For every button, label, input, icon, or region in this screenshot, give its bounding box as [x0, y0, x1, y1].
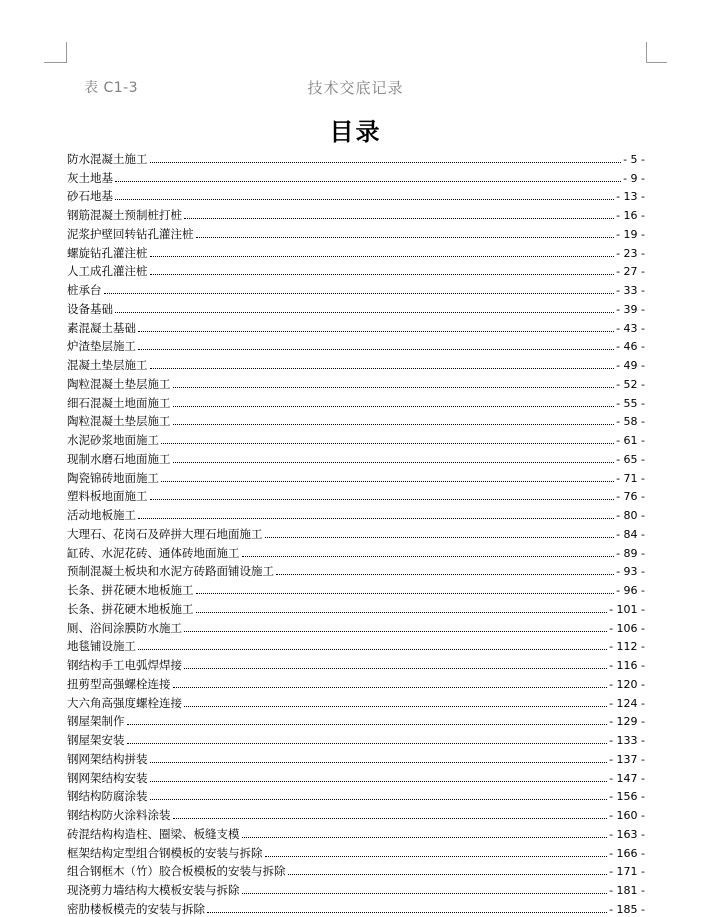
toc-entry-label: 活动地板施工 [67, 508, 136, 522]
toc-entry-page-number: - 96 - [616, 584, 645, 597]
toc-leader-dots [127, 743, 608, 744]
toc-entry-label: 砂石地基 [67, 189, 113, 204]
toc-leader-dots [127, 724, 608, 725]
crop-mark-top-right [646, 42, 667, 63]
toc-entry[interactable] [67, 654, 645, 673]
toc-leader-dots [150, 499, 615, 500]
toc-entry[interactable] [67, 373, 645, 392]
toc-entry-label: 大理石、花岗石及碎拼大理石地面施工 [67, 526, 263, 541]
toc-entry[interactable] [67, 186, 645, 205]
toc-entry-label: 密肋楼板模壳的安装与拆除 [67, 901, 205, 916]
toc-entry-label: 素混凝土基础 [67, 320, 136, 335]
toc-entry-page-number: - 133 - [609, 734, 645, 747]
toc-entry-label: 桩承台 [67, 283, 102, 297]
toc-entry-page-number: - 120 - [609, 677, 645, 691]
toc-entry-label: 组合钢框木（竹）胶合板模板的安装与拆除 [67, 864, 286, 879]
toc-entry-page-number: - 65 - [616, 452, 645, 466]
toc-entry-label: 细石混凝土地面施工 [67, 395, 171, 410]
toc-entry[interactable] [67, 767, 645, 786]
toc-entry-label: 防水混凝土施工 [67, 151, 148, 166]
toc-entry-label: 现浇剪力墙结构大模板安装与拆除 [67, 883, 240, 897]
toc-entry-page-number: - 27 - [616, 265, 645, 279]
toc-entry-label: 陶粒混凝土垫层施工 [67, 376, 171, 391]
toc-entry-page-number: - 52 - [616, 377, 645, 391]
toc-entry-page-number: - 116 - [609, 659, 645, 672]
toc-entry-label: 设备基础 [67, 301, 113, 316]
toc-leader-dots [184, 706, 607, 707]
toc-entry[interactable] [67, 354, 645, 373]
toc-entry[interactable] [67, 711, 645, 730]
toc-entry-page-number: - 156 - [609, 790, 645, 804]
toc-entry[interactable] [67, 429, 645, 448]
toc-entry-page-number: - 43 - [616, 321, 645, 335]
toc-entry-label: 钢结构防腐涂装 [67, 789, 148, 804]
toc-leader-dots [138, 349, 614, 350]
toc-leader-dots [161, 443, 614, 444]
toc-entry-page-number: - 185 - [609, 902, 645, 916]
toc-entry[interactable] [67, 167, 645, 186]
toc-leader-dots [173, 387, 615, 388]
toc-entry-label: 地毯铺设施工 [67, 639, 136, 654]
toc-leader-dots [115, 199, 614, 200]
toc-leader-dots [115, 312, 614, 313]
toc-entry-page-number: - 55 - [616, 396, 645, 410]
toc-leader-dots [150, 368, 615, 369]
toc-leader-dots [196, 612, 608, 613]
toc-entry-page-number: - 5 - [623, 152, 645, 166]
toc-entry-label: 现制水磨石地面施工 [67, 451, 171, 466]
toc-entry-label: 陶瓷锦砖地面施工 [67, 470, 159, 485]
toc-entry-label: 钢结构防火涂料涂装 [67, 808, 171, 822]
toc-entry[interactable] [67, 223, 645, 242]
table-of-contents [67, 148, 645, 917]
toc-leader-dots [196, 593, 615, 594]
toc-entry[interactable] [67, 842, 645, 861]
toc-leader-dots [150, 162, 622, 163]
toc-entry[interactable] [67, 692, 645, 711]
toc-leader-dots [150, 762, 608, 763]
toc-leader-dots [173, 818, 608, 819]
toc-entry-page-number: - 84 - [616, 527, 645, 541]
toc-entry-page-number: - 33 - [616, 284, 645, 297]
toc-entry[interactable] [67, 392, 645, 411]
toc-entry-page-number: - 19 - [616, 227, 645, 241]
toc-entry-page-number: - 16 - [616, 209, 645, 222]
toc-entry[interactable] [67, 598, 645, 617]
toc-leader-dots [173, 406, 615, 407]
toc-entry[interactable] [67, 898, 645, 917]
toc-entry[interactable] [67, 204, 645, 223]
toc-leader-dots [173, 687, 608, 688]
toc-entry[interactable] [67, 504, 645, 523]
toc-entry-label: 钢结构手工电弧焊焊接 [67, 658, 182, 672]
page-title: 目录 [329, 117, 382, 146]
toc-entry-label: 水泥砂浆地面施工 [67, 433, 159, 447]
document-header-title: 技术交底记录 [307, 79, 404, 97]
crop-mark-top-left [44, 42, 67, 63]
toc-leader-dots [115, 181, 621, 182]
toc-leader-dots [150, 799, 608, 800]
toc-entry-label: 扭剪型高强螺栓连接 [67, 676, 171, 691]
toc-leader-dots [173, 462, 615, 463]
toc-leader-dots [265, 537, 615, 538]
toc-entry-page-number: - 171 - [609, 865, 645, 879]
toc-leader-dots [173, 424, 615, 425]
toc-entry-page-number: - 147 - [609, 771, 645, 785]
toc-leader-dots [104, 293, 615, 294]
toc-entry-label: 钢网架结构安装 [67, 770, 148, 785]
toc-entry-label: 灰土地基 [67, 170, 113, 185]
toc-entry[interactable] [67, 804, 645, 823]
toc-entry-page-number: - 39 - [616, 302, 645, 316]
toc-leader-dots [207, 912, 607, 913]
toc-entry[interactable] [67, 411, 645, 430]
toc-entry-label: 炉渣垫层施工 [67, 339, 136, 354]
toc-entry-label: 螺旋钻孔灌注桩 [67, 245, 148, 260]
toc-entry-page-number: - 23 - [616, 246, 645, 260]
toc-entry-page-number: - 124 - [609, 696, 645, 710]
toc-entry[interactable] [67, 448, 645, 467]
toc-entry-label: 人工成孔灌注桩 [67, 264, 148, 279]
toc-entry-page-number: - 80 - [616, 509, 645, 522]
toc-entry-page-number: - 76 - [616, 490, 645, 504]
toc-entry-page-number: - 93 - [616, 565, 645, 579]
toc-leader-dots [184, 668, 607, 669]
toc-entry[interactable] [67, 261, 645, 280]
toc-leader-dots [161, 481, 614, 482]
toc-entry-label: 厕、浴间涂膜防水施工 [67, 620, 182, 635]
toc-entry-page-number: - 160 - [609, 809, 645, 822]
toc-entry-page-number: - 13 - [616, 190, 645, 204]
toc-entry[interactable] [67, 617, 645, 636]
toc-leader-dots [150, 256, 615, 257]
toc-entry-label: 钢筋混凝土预制桩打桩 [67, 208, 182, 222]
toc-entry-page-number: - 181 - [609, 884, 645, 897]
toc-entry[interactable] [67, 486, 645, 505]
toc-entry-page-number: - 129 - [609, 715, 645, 729]
toc-entry-label: 陶粒混凝土垫层施工 [67, 414, 171, 429]
toc-entry-label: 框架结构定型组合钢模板的安装与拆除 [67, 845, 263, 860]
toc-entry[interactable] [67, 542, 645, 561]
toc-entry[interactable] [67, 523, 645, 542]
toc-entry-page-number: - 46 - [616, 340, 645, 354]
toc-entry[interactable] [67, 467, 645, 486]
toc-entry-page-number: - 137 - [609, 752, 645, 766]
toc-entry[interactable] [67, 786, 645, 805]
toc-entry-label: 长条、拼花硬木地板施工 [67, 583, 194, 597]
toc-leader-dots [242, 893, 608, 894]
toc-entry-page-number: - 89 - [616, 546, 645, 560]
toc-entry-label: 钢屋架制作 [67, 714, 125, 729]
toc-leader-dots [242, 556, 615, 557]
toc-entry-label: 钢网架结构拼装 [67, 751, 148, 766]
toc-entry[interactable] [67, 336, 645, 355]
toc-entry-label: 钢屋架安装 [67, 733, 125, 747]
toc-leader-dots [138, 649, 607, 650]
toc-leader-dots [276, 574, 614, 575]
toc-entry-page-number: - 49 - [616, 359, 645, 372]
toc-leader-dots [150, 781, 608, 782]
toc-leader-dots [242, 837, 608, 838]
toc-entry-label: 砖混结构构造柱、圈梁、板缝支模 [67, 826, 240, 841]
toc-entry[interactable] [67, 148, 645, 167]
toc-leader-dots [196, 237, 615, 238]
toc-entry-label: 塑料板地面施工 [67, 489, 148, 504]
toc-entry-label: 缸砖、水泥花砖、通体砖地面施工 [67, 545, 240, 560]
toc-entry-label: 预制混凝土板块和水泥方砖路面铺设施工 [67, 564, 274, 579]
form-code: 表 C1-3 [84, 80, 139, 96]
toc-leader-dots [184, 631, 607, 632]
toc-entry[interactable] [67, 298, 645, 317]
toc-leader-dots [150, 274, 615, 275]
toc-entry[interactable] [67, 279, 645, 298]
toc-entry[interactable] [67, 823, 645, 842]
toc-entry-page-number: - 163 - [609, 827, 645, 841]
toc-entry-page-number: - 9 - [623, 171, 645, 185]
toc-entry-page-number: - 61 - [616, 434, 645, 447]
toc-entry-page-number: - 58 - [616, 415, 645, 429]
toc-entry[interactable] [67, 861, 645, 880]
toc-entry-label: 泥浆护壁回转钻孔灌注桩 [67, 226, 194, 241]
toc-entry-label: 混凝土垫层施工 [67, 358, 148, 372]
toc-entry[interactable] [67, 636, 645, 655]
toc-leader-dots [288, 874, 608, 875]
toc-entry-label: 长条、拼花硬木地板施工 [67, 601, 194, 616]
toc-leader-dots [138, 518, 614, 519]
toc-entry-page-number: - 101 - [609, 602, 645, 616]
toc-entry[interactable] [67, 579, 645, 598]
toc-entry-page-number: - 166 - [609, 846, 645, 860]
toc-entry-label: 大六角高强度螺栓连接 [67, 695, 182, 710]
toc-leader-dots [138, 331, 614, 332]
toc-entry[interactable] [67, 673, 645, 692]
toc-entry[interactable] [67, 317, 645, 336]
toc-entry-page-number: - 71 - [616, 471, 645, 485]
toc-entry-page-number: - 112 - [609, 640, 645, 654]
toc-entry[interactable] [67, 879, 645, 898]
toc-leader-dots [184, 218, 614, 219]
toc-entry[interactable] [67, 561, 645, 580]
toc-leader-dots [265, 856, 608, 857]
toc-entry[interactable] [67, 242, 645, 261]
toc-entry[interactable] [67, 729, 645, 748]
toc-entry-page-number: - 106 - [609, 621, 645, 635]
toc-entry[interactable] [67, 748, 645, 767]
